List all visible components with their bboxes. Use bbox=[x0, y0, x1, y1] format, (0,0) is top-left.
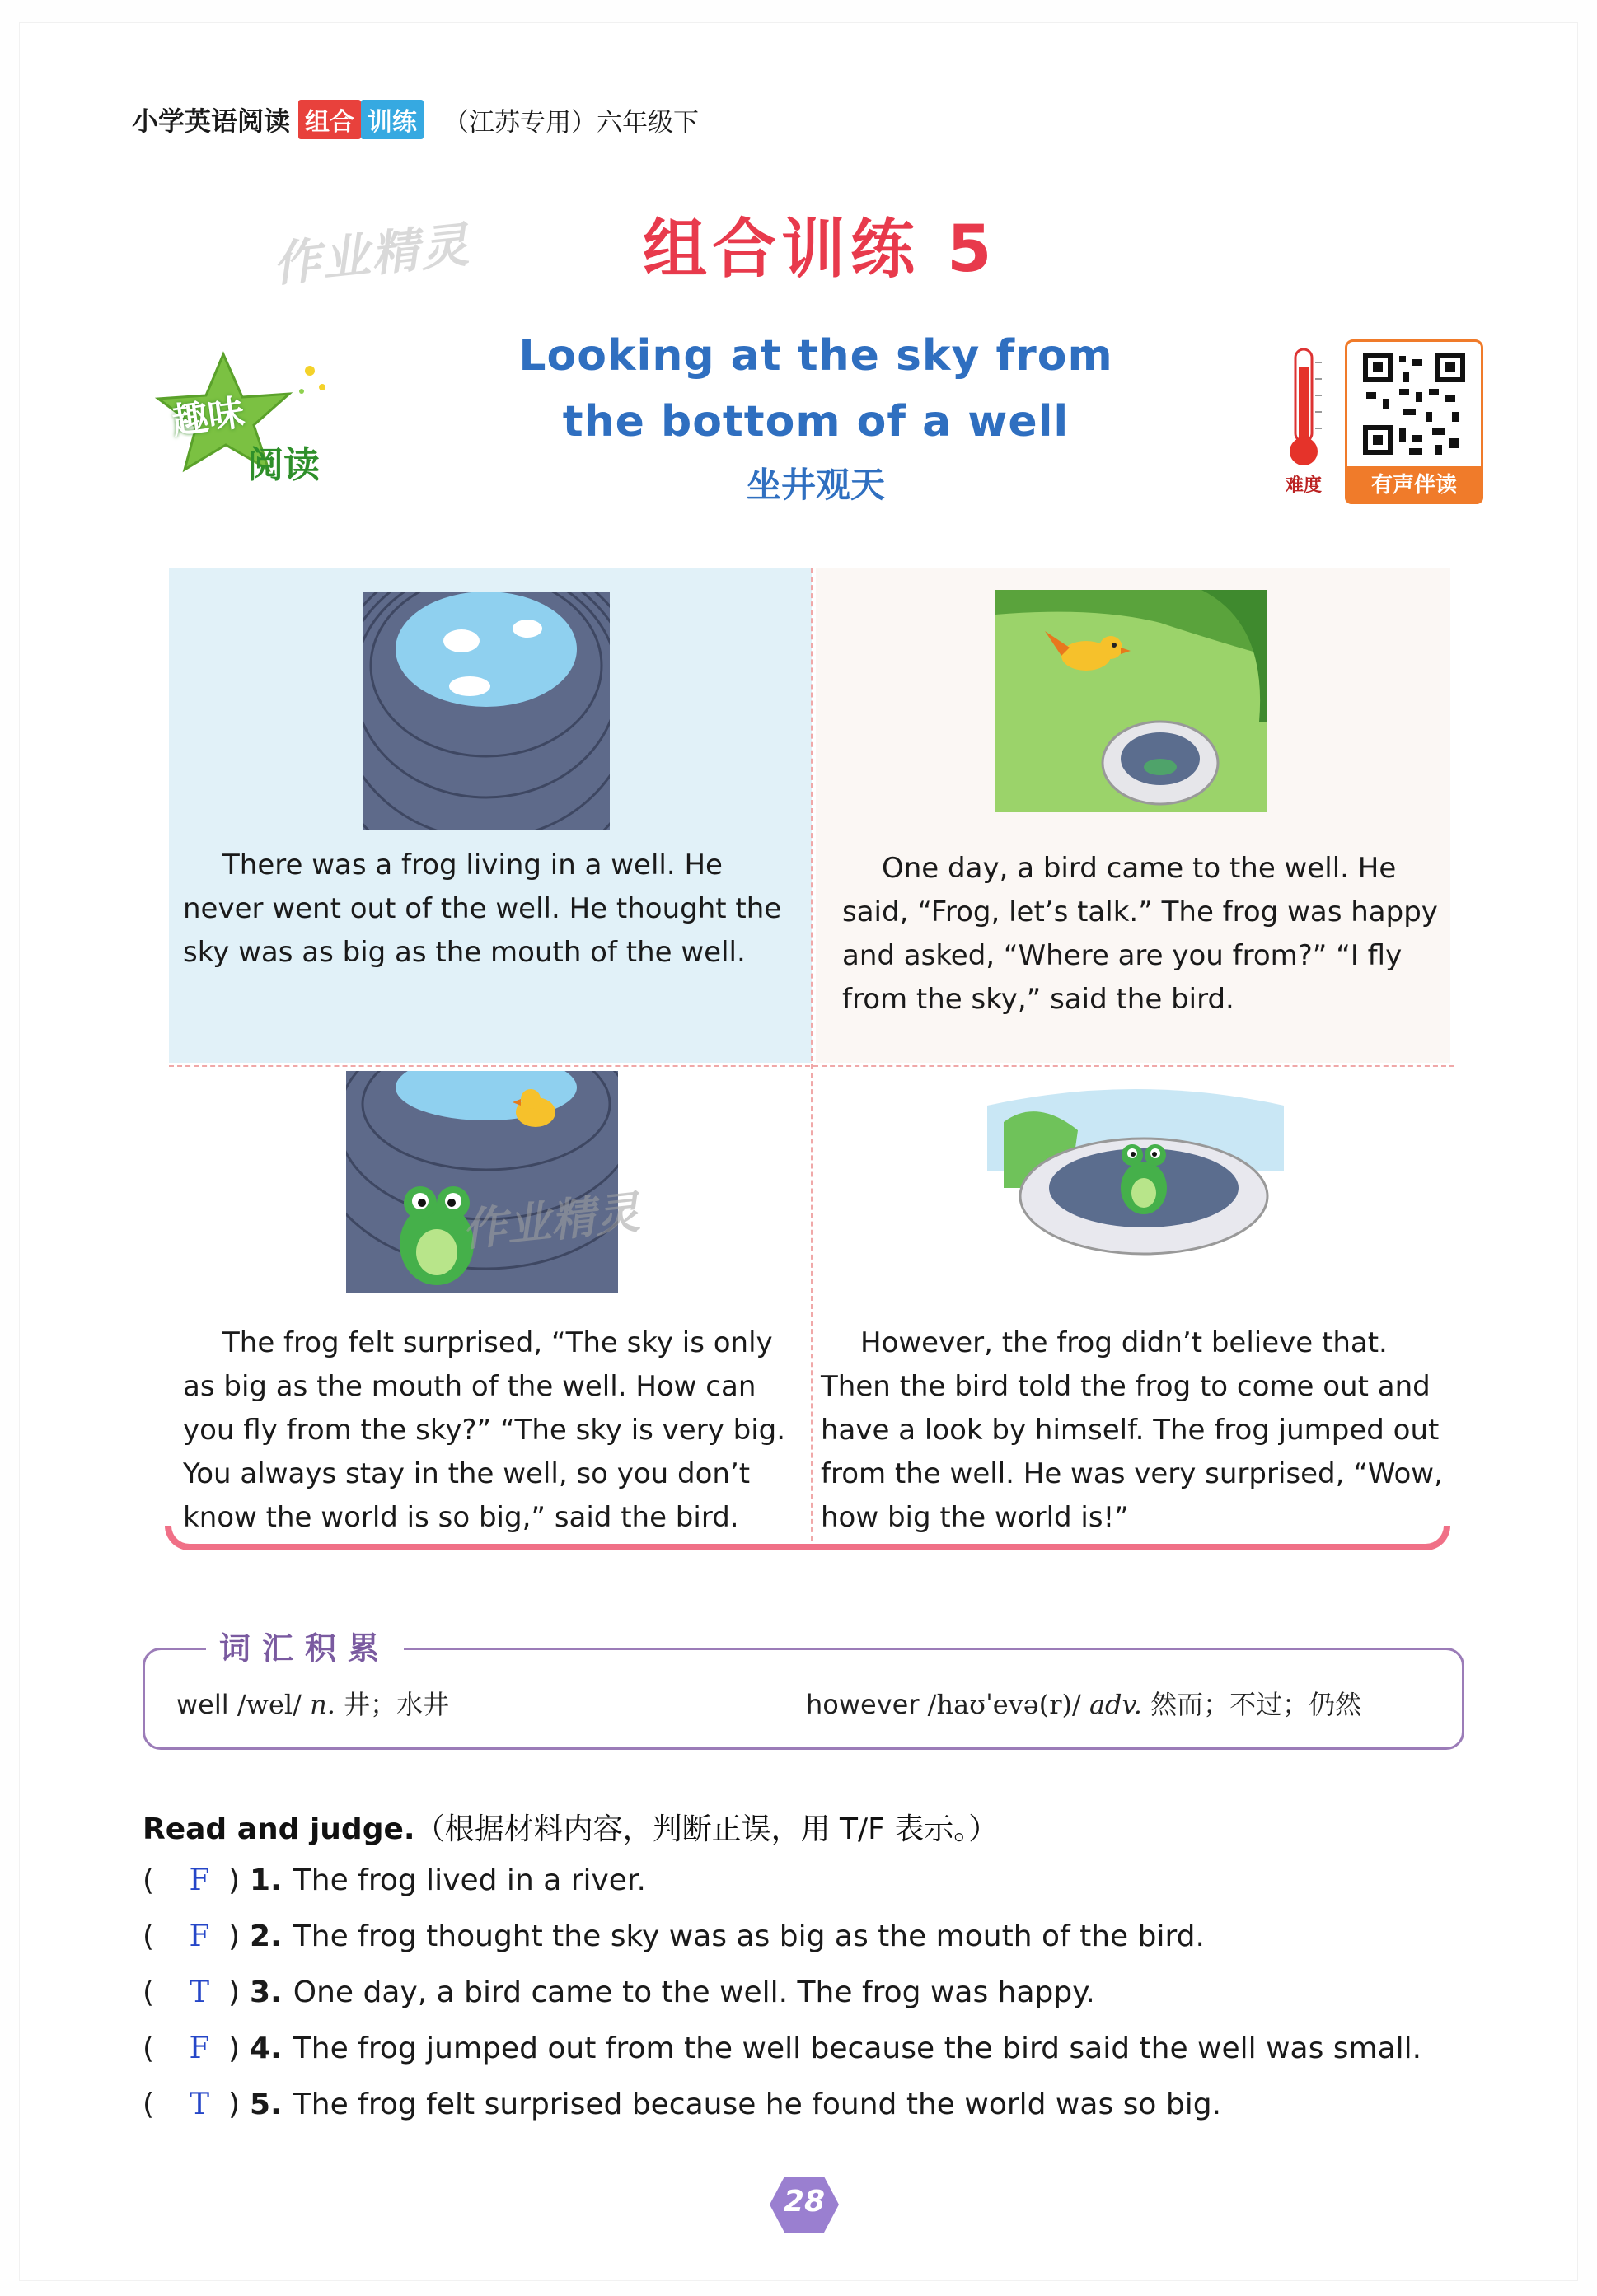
vocab-pos: n. bbox=[310, 1689, 335, 1720]
bird-garden-well-illustration bbox=[995, 590, 1267, 812]
item-number: 1. bbox=[250, 1863, 282, 1897]
exercise-item: ( F ) 2. The frog thought the sky was as big as the mouth of the bird. bbox=[143, 1920, 1205, 1953]
exercise-item: ( F ) 1. The frog lived in a river. bbox=[143, 1863, 646, 1897]
page-number: 28 bbox=[783, 2185, 826, 2219]
frog-in-well-illustration bbox=[346, 1071, 618, 1293]
story-paragraph-3: The frog felt surprised, “The sky is only as big as the mouth of the well. How can you fly from the sky?” “The sky is very big. You always stay in the well, so you don’t know the world is so big,” said the bird. bbox=[183, 1326, 786, 1534]
badge-line1: 趣味 bbox=[169, 391, 247, 443]
exercise-title-cn: （根据材料内容，判断正误，用 T/F 表示。） bbox=[414, 1812, 999, 1846]
answer-field[interactable]: T bbox=[189, 1976, 209, 2009]
story-title-line2: the bottom of a well bbox=[562, 397, 1070, 447]
vocabulary-title: 词汇积累 bbox=[206, 1623, 404, 1668]
answer-field[interactable]: T bbox=[189, 2088, 209, 2121]
answer-field[interactable]: F bbox=[189, 1863, 210, 1897]
difficulty-thermometer-icon bbox=[1287, 346, 1323, 470]
difficulty-label: 难度 bbox=[1286, 475, 1323, 496]
vocab-word: however bbox=[806, 1689, 920, 1720]
vocab-item bbox=[806, 1684, 1361, 1722]
series-tag-training: 训练 bbox=[361, 100, 424, 139]
audio-reading-label[interactable]: 有声伴读 bbox=[1345, 466, 1483, 504]
vocab-phonetic: /wel/ bbox=[237, 1689, 302, 1720]
item-number: 2. bbox=[250, 1920, 282, 1953]
item-statement: The frog lived in a river. bbox=[293, 1863, 646, 1897]
vocab-meaning: 然而；不过；仍然 bbox=[1150, 1689, 1362, 1720]
answer-field[interactable]: F bbox=[189, 2032, 210, 2065]
badge-line2: 阅读 bbox=[247, 444, 320, 486]
vocab-word: well bbox=[176, 1689, 229, 1720]
well-sky-illustration bbox=[363, 592, 610, 830]
edition-label: （江苏专用）六年级下 bbox=[443, 107, 700, 138]
story-paragraph-1: There was a frog living in a well. He never went out of the well. He thought the sky was as big as the mouth of the well. bbox=[183, 849, 782, 969]
vocab-pos: adv. bbox=[1089, 1689, 1142, 1720]
item-statement: One day, a bird came to the well. The frog was happy. bbox=[293, 1976, 1095, 2009]
story-title-line1: Looking at the sky from bbox=[518, 331, 1113, 381]
exercise-item: ( F ) 4. The frog jumped out from the well because the bird said the well was small. bbox=[143, 2032, 1422, 2065]
series-tag-combo: 组合 bbox=[298, 100, 361, 139]
item-statement: The frog felt surprised because he found the world was so big. bbox=[293, 2088, 1222, 2121]
watermark-overlay: 作业精灵 bbox=[459, 1185, 643, 1257]
series-title: 小学英语阅读 bbox=[132, 105, 291, 137]
item-statement: The frog thought the sky was as big as the mouth of the bird. bbox=[293, 1920, 1205, 1953]
exercise-item: ( T ) 5. The frog felt surprised because he found the world was so big. bbox=[143, 2088, 1222, 2121]
story-title-chinese: 坐井观天 bbox=[746, 465, 885, 505]
vocab-phonetic: /haʊˈevə(r)/ bbox=[927, 1689, 1081, 1720]
story-paragraph-4: However, the frog didn’t believe that. Then the bird told the frog to come out and have a look by himself. The frog jumped out from the well. He was very surprised, “Wow, how big the world is!” bbox=[821, 1326, 1443, 1534]
book-header bbox=[132, 101, 699, 138]
exercise-item: ( T ) 3. One day, a bird came to the well. The frog was happy. bbox=[143, 1976, 1095, 2009]
qr-code-icon[interactable] bbox=[1360, 349, 1468, 458]
frog-on-well-illustration bbox=[987, 1073, 1284, 1295]
answer-field[interactable]: F bbox=[189, 1920, 210, 1953]
story-paragraph-2: One day, a bird came to the well. He said, “Frog, let’s talk.” The frog was happy and asked, “Where are you from?” “I fly from the sky,” said the bird. bbox=[842, 852, 1438, 1016]
story-title bbox=[461, 323, 1170, 455]
panel-divider-horizontal bbox=[169, 1065, 1454, 1067]
item-number: 4. bbox=[250, 2032, 282, 2065]
exercise-title-en: Read and judge. bbox=[143, 1812, 415, 1846]
item-number: 3. bbox=[250, 1976, 282, 2009]
story-bottom-border bbox=[165, 1526, 1450, 1550]
unit-title: 组合训练 5 bbox=[643, 213, 997, 287]
exercise-title bbox=[143, 1806, 998, 1848]
watermark: 作业精灵 bbox=[269, 216, 473, 293]
vocab-item bbox=[176, 1684, 449, 1722]
item-number: 5. bbox=[250, 2088, 282, 2121]
vocab-meaning: 井；水井 bbox=[344, 1689, 450, 1720]
panel-divider-vertical bbox=[811, 568, 813, 1549]
item-statement: The frog jumped out from the well because the bird said the well was small. bbox=[293, 2032, 1422, 2065]
